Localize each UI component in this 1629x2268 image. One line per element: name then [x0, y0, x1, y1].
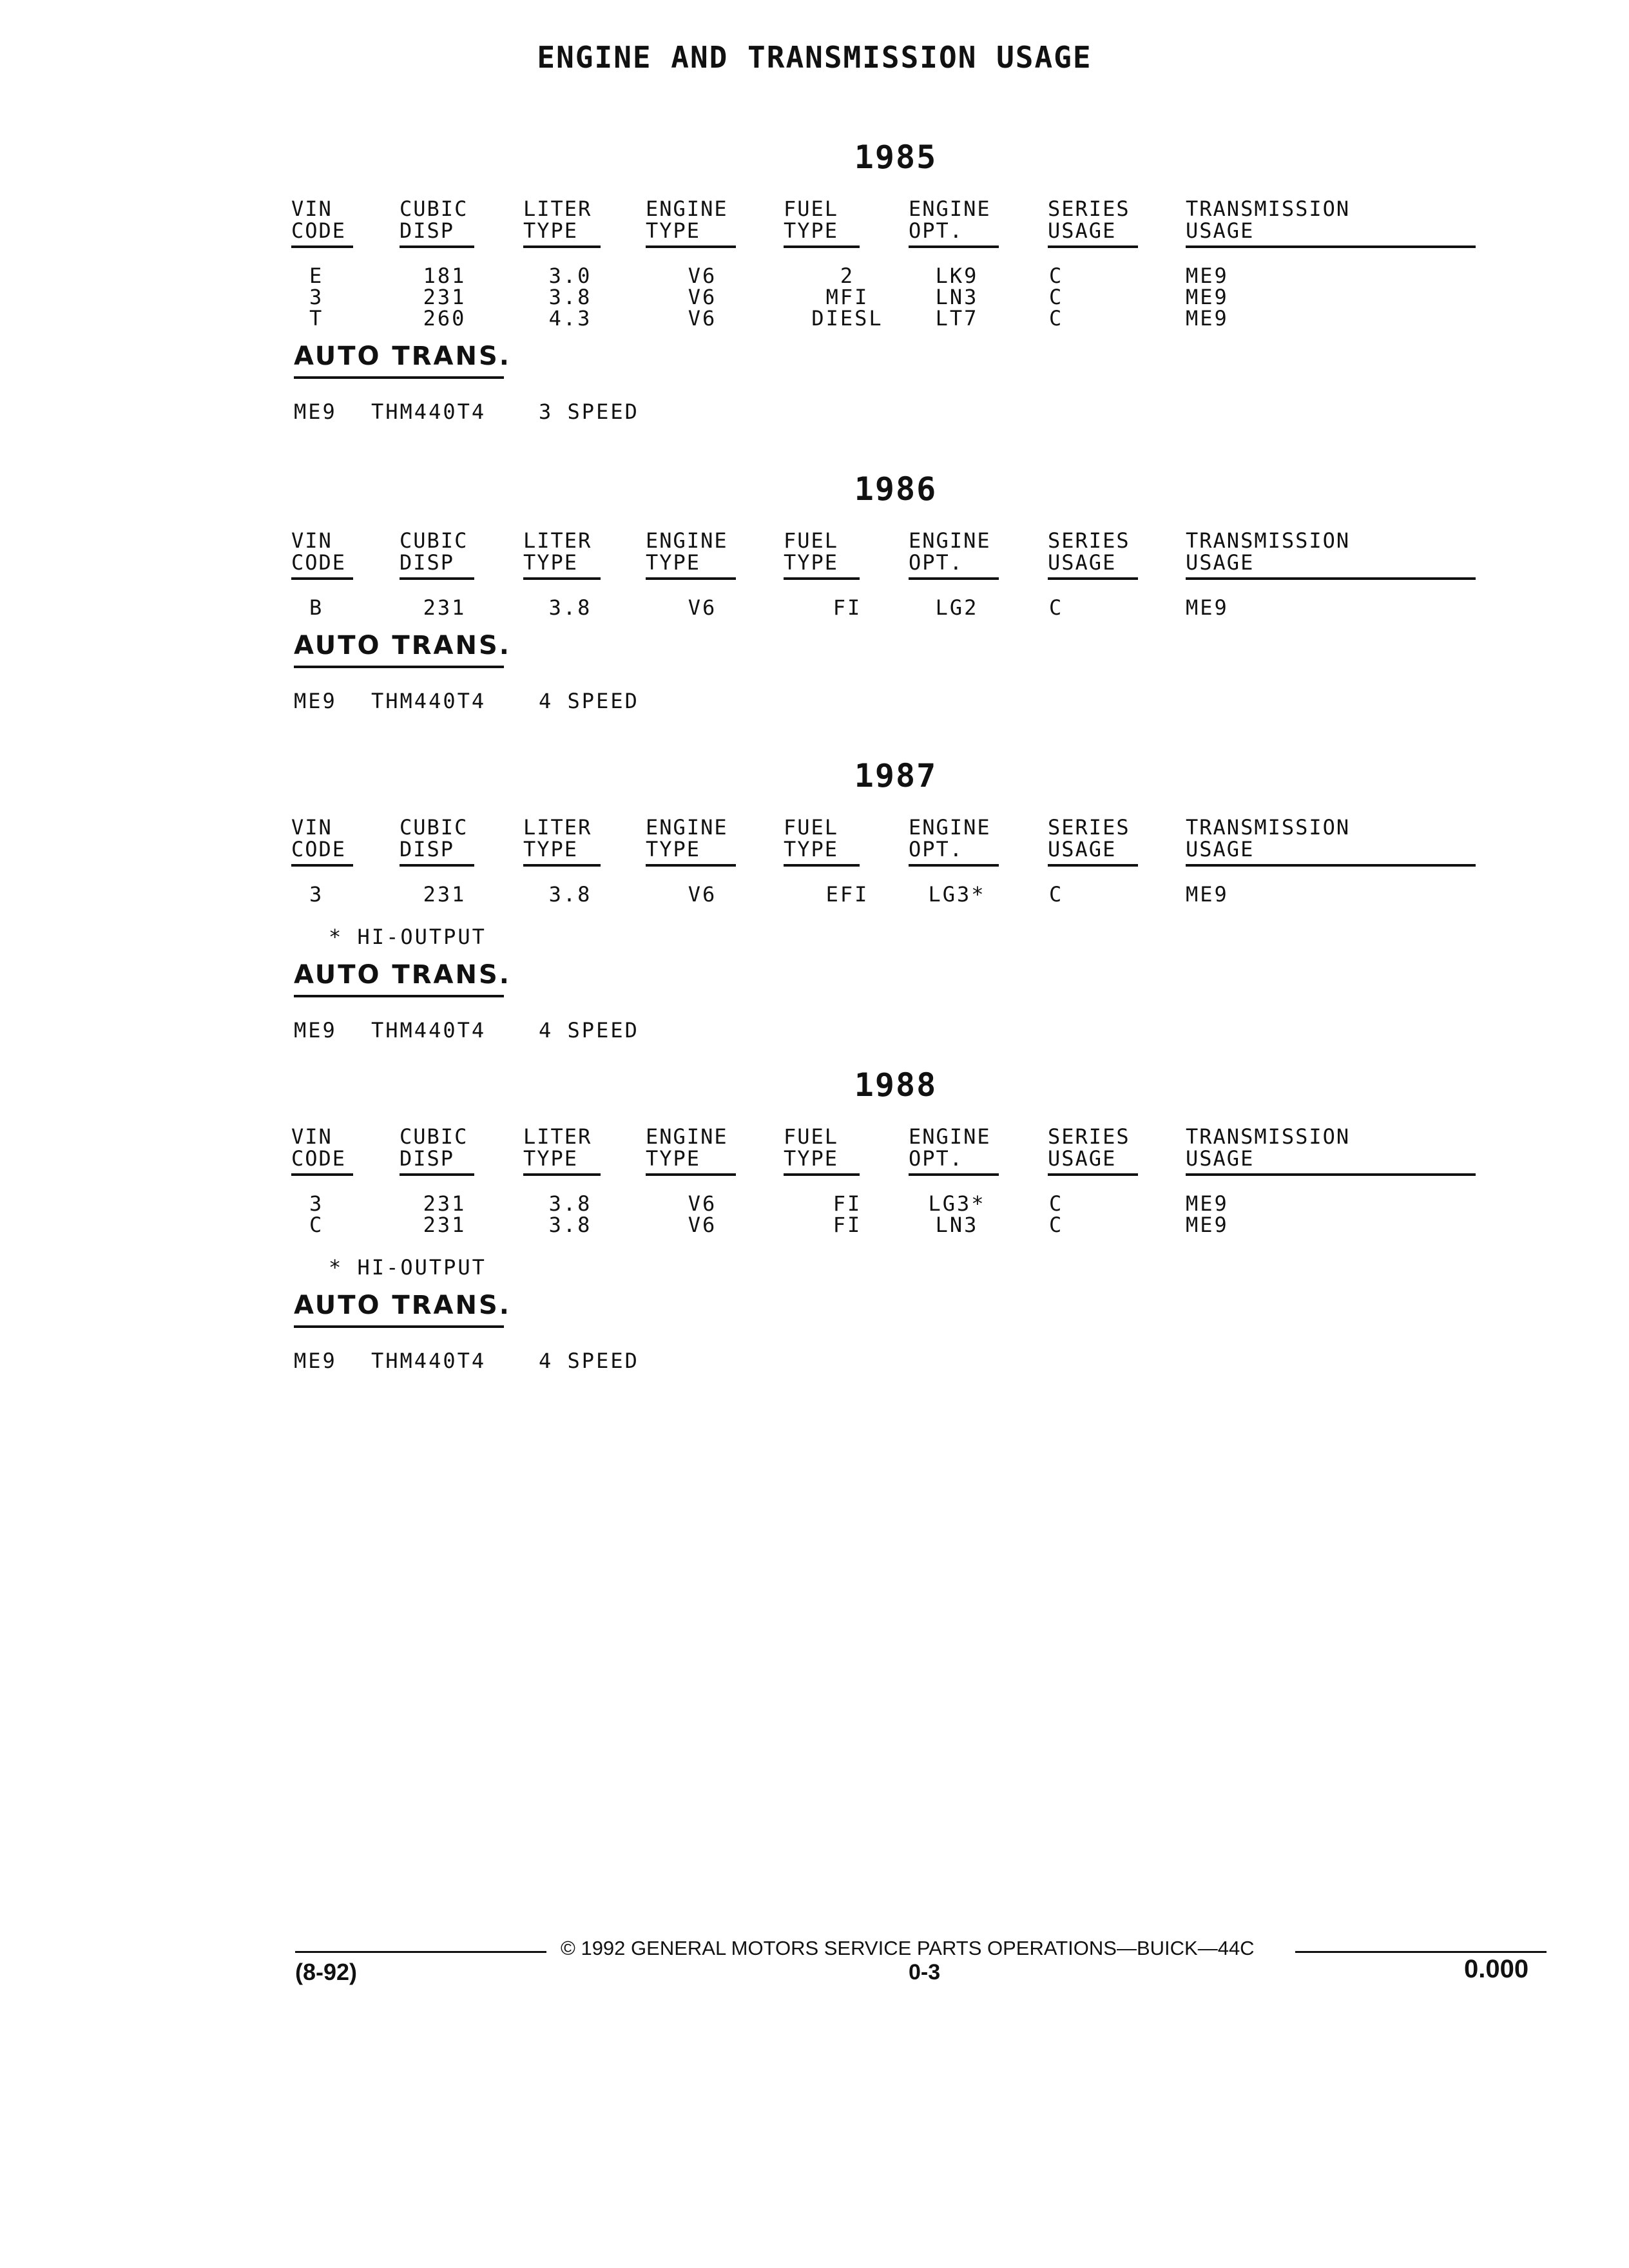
- column-header-line: FUEL: [784, 1124, 839, 1149]
- table-cell: 231: [423, 595, 467, 620]
- column-header-rule: [909, 577, 999, 580]
- column-header: [784, 816, 838, 860]
- table-cell: B: [309, 595, 324, 620]
- table-cell: C: [1049, 882, 1064, 907]
- footer-page-number: 0-3: [909, 1960, 941, 1984]
- column-header-line: SERIES: [1048, 528, 1130, 553]
- table-cell: ME9: [1186, 1213, 1229, 1237]
- table-cell: 3: [309, 1191, 324, 1216]
- column-header-rule: [400, 577, 474, 580]
- table-cell: 260: [423, 306, 467, 331]
- table-cell: LT7: [935, 306, 979, 331]
- column-header-line: CUBIC: [400, 197, 468, 221]
- column-header-line: USAGE: [1048, 837, 1117, 861]
- auto-trans-rule: [294, 1325, 504, 1328]
- column-header-rule: [909, 245, 999, 248]
- table-cell: C: [1049, 1191, 1064, 1216]
- column-header-line: CODE: [291, 837, 347, 861]
- table-cell: ME9: [1186, 306, 1229, 331]
- column-header-line: TRANSMISSION: [1186, 1124, 1351, 1149]
- column-header-line: ENGINE: [909, 528, 991, 553]
- column-header-rule: [1048, 1173, 1138, 1176]
- column-header-line: VIN: [291, 197, 333, 221]
- column-header-rule: [523, 1173, 601, 1176]
- column-header: [1048, 198, 1130, 242]
- column-header-rule: [1048, 864, 1138, 867]
- auto-trans-heading: AUTO TRANS.: [294, 960, 511, 990]
- footnote: * HI-OUTPUT: [329, 925, 487, 949]
- table-cell: C: [1049, 264, 1064, 288]
- column-header: [400, 198, 468, 242]
- column-header-line: USAGE: [1186, 1146, 1255, 1171]
- trans-model: THM440T4: [371, 1349, 487, 1373]
- column-header-rule: [291, 577, 353, 580]
- column-header-line: ENGINE: [646, 528, 728, 553]
- column-header-line: VIN: [291, 815, 333, 840]
- table-cell: 3.8: [548, 882, 592, 907]
- trans-speed: 4 SPEED: [539, 689, 639, 713]
- column-header: [1048, 1126, 1130, 1169]
- column-header-line: OPT.: [909, 837, 964, 861]
- table-cell: LG3*: [928, 882, 986, 907]
- trans-speed: 3 SPEED: [539, 399, 639, 424]
- trans-model: THM440T4: [371, 689, 487, 713]
- column-header-line: TYPE: [784, 550, 839, 575]
- column-header: [400, 530, 468, 573]
- trans-code: ME9: [294, 1018, 337, 1043]
- table-cell: 4.3: [548, 306, 592, 331]
- column-header-line: TYPE: [523, 837, 579, 861]
- column-header-line: LITER: [523, 1124, 592, 1149]
- column-header: [646, 1126, 728, 1169]
- column-header-line: SERIES: [1048, 815, 1130, 840]
- table-cell: 231: [423, 285, 467, 309]
- column-header-line: OPT.: [909, 1146, 964, 1171]
- column-header: [909, 816, 991, 860]
- column-header-line: LITER: [523, 197, 592, 221]
- table-cell: C: [1049, 306, 1064, 331]
- table-cell: C: [1049, 1213, 1064, 1237]
- column-header-line: USAGE: [1048, 218, 1117, 243]
- column-header: [523, 1126, 592, 1169]
- section-year: 1987: [854, 757, 938, 794]
- column-header-line: ENGINE: [646, 197, 728, 221]
- table-cell: ME9: [1186, 595, 1229, 620]
- column-header-line: TYPE: [646, 550, 701, 575]
- table-cell: 3.8: [548, 285, 592, 309]
- footer-rule-right: [1295, 1951, 1547, 1953]
- table-cell: ME9: [1186, 882, 1229, 907]
- trans-model: THM440T4: [371, 399, 487, 424]
- column-header-line: FUEL: [784, 815, 839, 840]
- column-header-rule: [523, 245, 601, 248]
- column-header-rule: [909, 1173, 999, 1176]
- column-header-line: TYPE: [784, 837, 839, 861]
- table-cell: MFI: [825, 285, 869, 309]
- column-header: [784, 198, 838, 242]
- table-cell: FI: [833, 1191, 862, 1216]
- table-cell: V6: [688, 1213, 717, 1237]
- auto-trans-rule: [294, 995, 504, 997]
- column-header-line: CUBIC: [400, 1124, 468, 1149]
- column-header: [400, 816, 468, 860]
- table-cell: V6: [688, 306, 717, 331]
- column-header: [909, 198, 991, 242]
- table-cell: V6: [688, 882, 717, 907]
- table-cell: V6: [688, 595, 717, 620]
- column-header-rule: [400, 245, 474, 248]
- table-cell: DIESL: [811, 306, 883, 331]
- column-header-line: DISP: [400, 1146, 455, 1171]
- table-cell: V6: [688, 285, 717, 309]
- column-header-line: CUBIC: [400, 528, 468, 553]
- column-header-line: CODE: [291, 550, 347, 575]
- column-header-line: TRANSMISSION: [1186, 815, 1351, 840]
- table-cell: C: [1049, 595, 1064, 620]
- column-header-line: FUEL: [784, 197, 839, 221]
- column-header-line: TYPE: [646, 837, 701, 861]
- table-cell: EFI: [825, 882, 869, 907]
- column-header-line: DISP: [400, 550, 455, 575]
- table-cell: 3.8: [548, 1213, 592, 1237]
- trans-model: THM440T4: [371, 1018, 487, 1043]
- column-header-rule: [291, 1173, 353, 1176]
- column-header-rule: [400, 864, 474, 867]
- table-cell: C: [309, 1213, 324, 1237]
- trans-code: ME9: [294, 1349, 337, 1373]
- column-header: [400, 1126, 468, 1169]
- column-header-line: USAGE: [1186, 218, 1255, 243]
- column-header: [523, 198, 592, 242]
- trans-code: ME9: [294, 689, 337, 713]
- column-header-rule: [291, 245, 353, 248]
- column-header: [1048, 530, 1130, 573]
- column-header-rule: [784, 577, 860, 580]
- table-cell: FI: [833, 1213, 862, 1237]
- column-header-rule: [784, 1173, 860, 1176]
- column-header-line: TYPE: [646, 218, 701, 243]
- column-header-rule: [646, 245, 736, 248]
- column-header-line: VIN: [291, 528, 333, 553]
- footnote: * HI-OUTPUT: [329, 1255, 487, 1280]
- column-header: [646, 816, 728, 860]
- table-cell: 3.0: [548, 264, 592, 288]
- table-cell: 181: [423, 264, 467, 288]
- auto-trans-rule: [294, 376, 504, 379]
- column-header: [1048, 816, 1130, 860]
- column-header-line: OPT.: [909, 550, 964, 575]
- column-header: [291, 816, 346, 860]
- column-header-rule: [1048, 245, 1138, 248]
- column-header-line: CUBIC: [400, 815, 468, 840]
- column-header-rule: [291, 864, 353, 867]
- table-cell: 3.8: [548, 595, 592, 620]
- column-header-rule: [646, 577, 736, 580]
- table-cell: T: [309, 306, 324, 331]
- column-header: [1186, 1126, 1350, 1169]
- footer-section-number: 0.000: [1464, 1955, 1529, 1983]
- column-header: [646, 198, 728, 242]
- page-title: ENGINE AND TRANSMISSION USAGE: [537, 40, 1092, 75]
- column-header-line: FUEL: [784, 528, 839, 553]
- column-header-rule: [1186, 864, 1476, 867]
- column-header-line: LITER: [523, 528, 592, 553]
- column-header-line: USAGE: [1186, 550, 1255, 575]
- column-header-line: TRANSMISSION: [1186, 528, 1351, 553]
- auto-trans-heading: AUTO TRANS.: [294, 631, 511, 660]
- column-header-line: DISP: [400, 837, 455, 861]
- table-cell: V6: [688, 1191, 717, 1216]
- table-cell: 3: [309, 882, 324, 907]
- section-year: 1988: [854, 1066, 938, 1104]
- footer-rule-left: [295, 1951, 546, 1953]
- column-header-line: CODE: [291, 218, 347, 243]
- column-header: [1186, 198, 1350, 242]
- column-header-line: CODE: [291, 1146, 347, 1171]
- column-header-rule: [646, 1173, 736, 1176]
- column-header-line: OPT.: [909, 218, 964, 243]
- column-header-rule: [400, 1173, 474, 1176]
- column-header-line: TYPE: [784, 1146, 839, 1171]
- table-cell: LG2: [935, 595, 979, 620]
- column-header: [909, 530, 991, 573]
- column-header-line: ENGINE: [909, 197, 991, 221]
- column-header-line: USAGE: [1048, 1146, 1117, 1171]
- table-cell: 3.8: [548, 1191, 592, 1216]
- column-header-rule: [1048, 577, 1138, 580]
- column-header-line: TYPE: [523, 218, 579, 243]
- auto-trans-heading: AUTO TRANS.: [294, 341, 511, 371]
- table-cell: 231: [423, 1213, 467, 1237]
- column-header-line: USAGE: [1186, 837, 1255, 861]
- table-cell: V6: [688, 264, 717, 288]
- footer-date: (8-92): [295, 1959, 358, 1985]
- column-header: [523, 816, 592, 860]
- column-header-line: LITER: [523, 815, 592, 840]
- section-year: 1986: [854, 470, 938, 508]
- column-header: [291, 1126, 346, 1169]
- table-cell: 2: [840, 264, 855, 288]
- column-header-line: TYPE: [523, 1146, 579, 1171]
- column-header-rule: [1186, 245, 1476, 248]
- column-header-rule: [1186, 577, 1476, 580]
- column-header: [1186, 530, 1350, 573]
- trans-speed: 4 SPEED: [539, 1349, 639, 1373]
- table-cell: ME9: [1186, 285, 1229, 309]
- column-header-line: SERIES: [1048, 197, 1130, 221]
- column-header-rule: [523, 577, 601, 580]
- table-cell: LN3: [935, 285, 979, 309]
- column-header-line: SERIES: [1048, 1124, 1130, 1149]
- column-header: [523, 530, 592, 573]
- column-header-line: ENGINE: [646, 815, 728, 840]
- column-header-rule: [646, 864, 736, 867]
- table-cell: ME9: [1186, 1191, 1229, 1216]
- trans-speed: 4 SPEED: [539, 1018, 639, 1043]
- column-header-rule: [1186, 1173, 1476, 1176]
- auto-trans-rule: [294, 666, 504, 668]
- table-cell: ME9: [1186, 264, 1229, 288]
- column-header-line: TYPE: [523, 550, 579, 575]
- column-header: [291, 530, 346, 573]
- column-header: [291, 198, 346, 242]
- table-cell: 231: [423, 882, 467, 907]
- column-header-line: TYPE: [646, 1146, 701, 1171]
- table-cell: LN3: [935, 1213, 979, 1237]
- column-header-rule: [523, 864, 601, 867]
- column-header-line: ENGINE: [909, 815, 991, 840]
- table-cell: 3: [309, 285, 324, 309]
- column-header: [646, 530, 728, 573]
- column-header: [909, 1126, 991, 1169]
- section-year: 1985: [854, 139, 938, 176]
- column-header: [784, 1126, 838, 1169]
- column-header-line: ENGINE: [909, 1124, 991, 1149]
- table-cell: FI: [833, 595, 862, 620]
- table-cell: LK9: [935, 264, 979, 288]
- table-cell: E: [309, 264, 324, 288]
- column-header-line: USAGE: [1048, 550, 1117, 575]
- column-header-rule: [909, 864, 999, 867]
- table-cell: C: [1049, 285, 1064, 309]
- column-header-line: ENGINE: [646, 1124, 728, 1149]
- table-cell: LG3*: [928, 1191, 986, 1216]
- column-header: [1186, 816, 1350, 860]
- column-header-rule: [784, 245, 860, 248]
- auto-trans-heading: AUTO TRANS.: [294, 1291, 511, 1320]
- column-header-line: DISP: [400, 218, 455, 243]
- column-header-line: VIN: [291, 1124, 333, 1149]
- column-header-line: TRANSMISSION: [1186, 197, 1351, 221]
- column-header-rule: [784, 864, 860, 867]
- trans-code: ME9: [294, 399, 337, 424]
- footer-copyright: © 1992 GENERAL MOTORS SERVICE PARTS OPERATIONS—BUICK—44C: [561, 1937, 1255, 1959]
- column-header-line: TYPE: [784, 218, 839, 243]
- table-cell: 231: [423, 1191, 467, 1216]
- column-header: [784, 530, 838, 573]
